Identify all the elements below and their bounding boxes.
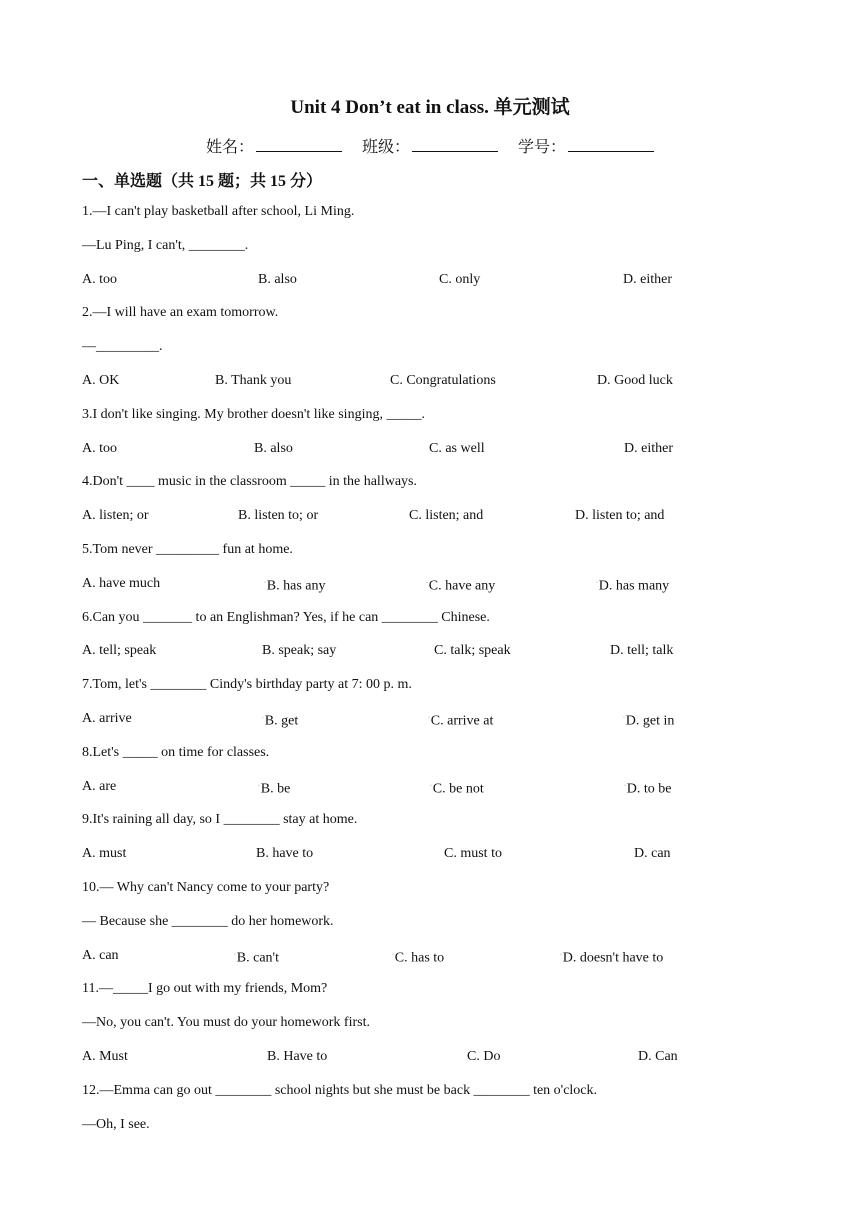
option-text: B. listen to; or — [238, 508, 319, 524]
question-line: —_________. — [82, 339, 163, 355]
options-row — [82, 641, 702, 675]
option-text: B. can't — [236, 950, 279, 966]
name-field — [206, 134, 342, 157]
tick-mark-icon: ▫ — [264, 580, 266, 586]
question-line: 6.Can you _______ to an Englishman? Yes, if he can ________ Chinese. — [82, 609, 490, 625]
tick-mark-icon: ▫ — [258, 783, 260, 789]
tick-mark-icon: ▫ — [392, 952, 394, 958]
option-a[interactable] — [82, 641, 156, 661]
question-line: 3.I don't like singing. My brother doesn't like singing, _____. — [82, 406, 425, 422]
option-text: B. has any — [266, 578, 326, 594]
option-c[interactable] — [444, 844, 502, 864]
question-line: 2.—I will have an exam tomorrow. — [82, 305, 279, 321]
option-c[interactable] — [439, 270, 480, 290]
options-row — [82, 1047, 702, 1081]
option-d[interactable] — [560, 946, 663, 969]
option-a[interactable] — [82, 946, 119, 966]
tick-mark-icon: ▫ — [234, 952, 236, 958]
option-c[interactable] — [429, 439, 485, 459]
option-text: C. talk; speak — [434, 643, 511, 659]
question-line: —Oh, I see. — [82, 1116, 150, 1132]
option-text: B. Thank you — [215, 372, 292, 388]
option-a[interactable] — [82, 777, 116, 797]
option-c[interactable] — [434, 641, 511, 661]
id-label: 学号： — [518, 139, 567, 156]
option-text: A. tell; speak — [82, 643, 157, 659]
option-text: B. speak; say — [262, 643, 337, 659]
option-text: A. have much — [82, 575, 161, 591]
tick-mark-icon: ▫ — [623, 715, 625, 721]
class-label: 班级： — [361, 139, 410, 156]
option-text: B. also — [258, 271, 297, 287]
question-line: 11.—_____I go out with my friends, Mom? — [82, 981, 328, 997]
option-text: C. has to — [394, 950, 445, 966]
name-blank — [256, 137, 342, 152]
tick-mark-icon: ▫ — [430, 783, 432, 789]
option-text: D. doesn't have to — [562, 950, 664, 966]
option-a[interactable] — [82, 844, 126, 864]
option-text: A. arrive — [82, 710, 132, 726]
option-text: B. be — [260, 781, 291, 797]
id-field — [518, 134, 654, 157]
student-info-row — [0, 134, 860, 157]
question-line: 5.Tom never _________ fun at home. — [82, 541, 293, 557]
option-b[interactable] — [256, 844, 313, 864]
option-b[interactable] — [262, 641, 336, 661]
question-list — [82, 202, 702, 1148]
option-b[interactable] — [267, 1047, 327, 1067]
option-text: C. listen; and — [409, 508, 484, 524]
option-a[interactable] — [82, 709, 132, 729]
options-row — [82, 270, 702, 304]
option-text: A. Must — [82, 1048, 128, 1064]
option-a[interactable] — [82, 371, 119, 391]
question-line: 9.It's raining all day, so I ________ stay at home. — [82, 812, 358, 828]
option-b[interactable] — [264, 574, 326, 597]
option-b[interactable] — [238, 506, 318, 526]
question-line: —Lu Ping, I can't, ________. — [82, 237, 249, 253]
question-line: —No, you can't. You must do your homework first. — [82, 1015, 370, 1031]
tick-mark-icon: ▫ — [560, 952, 562, 958]
option-text: C. arrive at — [430, 713, 494, 729]
option-text: A. are — [82, 778, 117, 794]
class-blank — [412, 137, 498, 152]
page-title: Unit 4 Don’t eat in class. 单元测试 — [290, 97, 570, 118]
option-text: D. tell; talk — [610, 643, 674, 659]
option-d[interactable] — [638, 1047, 678, 1067]
option-b[interactable] — [215, 371, 291, 391]
option-d[interactable] — [575, 506, 664, 526]
option-text: A. must — [82, 846, 127, 862]
option-d[interactable] — [624, 777, 672, 800]
question-line: 12.—Emma can go out ________ school nights but she must be back ________ ten o'clock. — [82, 1082, 598, 1098]
option-a[interactable] — [82, 574, 160, 594]
options-row — [82, 506, 702, 540]
option-text: C. only — [439, 271, 481, 287]
options-row — [82, 574, 702, 608]
option-text: A. OK — [82, 372, 120, 388]
option-b[interactable] — [234, 946, 279, 969]
option-text: D. Can — [638, 1048, 678, 1064]
tick-mark-icon: ▫ — [596, 580, 598, 586]
options-row — [82, 371, 702, 405]
option-d[interactable] — [623, 709, 674, 732]
option-c[interactable] — [392, 946, 444, 969]
section-heading: 一、单选题（共 15 题；共 15 分） — [82, 173, 323, 190]
option-c[interactable] — [428, 709, 493, 732]
option-text: D. get in — [625, 713, 675, 729]
option-text: D. either — [624, 440, 673, 456]
question-line: — Because she ________ do her homework. — [82, 913, 334, 929]
option-text: C. as well — [429, 440, 485, 456]
name-label: 姓名： — [205, 139, 254, 156]
option-c[interactable] — [426, 574, 495, 597]
option-text: A. can — [82, 947, 119, 963]
options-row — [82, 844, 702, 878]
option-b[interactable] — [258, 270, 297, 290]
option-text: D. either — [623, 271, 672, 287]
option-text: C. have any — [428, 578, 496, 594]
tick-mark-icon: ▫ — [426, 580, 428, 586]
option-c[interactable] — [409, 506, 483, 526]
option-text: B. have to — [256, 846, 314, 862]
option-d[interactable] — [596, 574, 669, 597]
option-text: B. get — [264, 713, 299, 729]
class-field — [362, 134, 498, 157]
id-blank — [568, 137, 654, 152]
options-row — [82, 777, 702, 811]
option-text: C. Congratulations — [390, 372, 496, 388]
option-text: A. too — [82, 271, 117, 287]
option-text: D. to be — [626, 781, 672, 797]
option-a[interactable] — [82, 1047, 128, 1067]
option-text: D. has many — [598, 578, 670, 594]
option-b[interactable] — [262, 709, 298, 732]
option-d[interactable] — [623, 270, 672, 290]
option-c[interactable] — [430, 777, 484, 800]
option-a[interactable] — [82, 506, 149, 526]
option-text: A. too — [82, 440, 117, 456]
question-line: 1.—I can't play basketball after school, Li Ming. — [82, 204, 355, 219]
question-line: 8.Let's _____ on time for classes. — [82, 744, 270, 760]
option-text: D. Good luck — [597, 372, 673, 388]
option-c[interactable] — [467, 1047, 500, 1067]
option-c[interactable] — [390, 371, 496, 391]
option-text: C. be not — [432, 781, 484, 797]
option-text: D. can — [634, 846, 671, 862]
option-text: B. also — [254, 440, 293, 456]
question-line: 7.Tom, let's ________ Cindy's birthday party at 7: 00 p. m. — [82, 677, 412, 693]
option-a[interactable] — [82, 270, 117, 290]
option-text: B. Have to — [267, 1048, 328, 1064]
tick-mark-icon: ▫ — [428, 715, 430, 721]
option-b[interactable] — [254, 439, 293, 459]
option-d[interactable] — [597, 371, 673, 391]
option-text: C. Do — [467, 1048, 501, 1064]
options-row — [82, 709, 702, 743]
option-d[interactable] — [624, 439, 673, 459]
option-text: D. listen to; and — [575, 508, 665, 524]
options-row — [82, 439, 702, 473]
question-line: 10.— Why can't Nancy come to your party? — [82, 879, 330, 895]
option-text: C. must to — [444, 846, 502, 862]
option-d[interactable] — [634, 844, 671, 864]
option-d[interactable] — [610, 641, 673, 661]
option-a[interactable] — [82, 439, 117, 459]
tick-mark-icon: ▫ — [262, 715, 264, 721]
options-row — [82, 946, 702, 980]
option-text: A. listen; or — [82, 508, 149, 524]
question-line: 4.Don't ____ music in the classroom _____ in the hallways. — [82, 474, 417, 490]
tick-mark-icon: ▫ — [624, 783, 626, 789]
option-b[interactable] — [258, 777, 290, 800]
